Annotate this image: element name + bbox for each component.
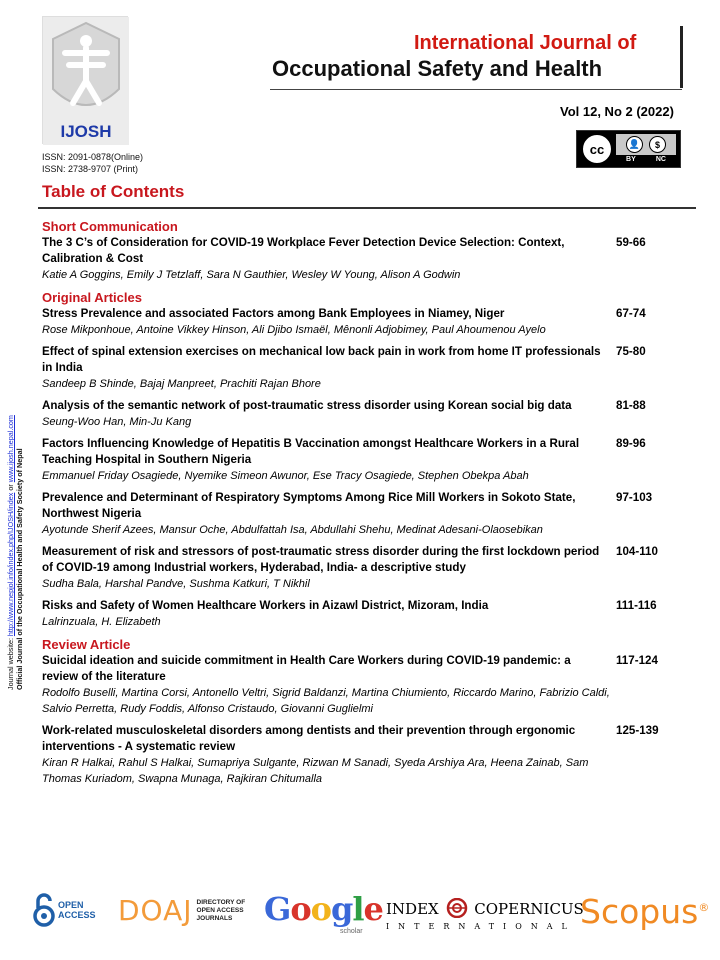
open-access-logo[interactable] [32, 892, 96, 928]
doaj-logo[interactable] [118, 894, 245, 927]
noncommercial-icon: $ [649, 136, 666, 153]
article-pages: 104-110 [616, 545, 658, 558]
article-authors: Seung-Woo Han, Min-Ju Kang [42, 416, 192, 428]
article-title[interactable]: Measurement of risk and stressors of post-traumatic stress disorder during the first lockdown period of COVID-19 among Industrial workers, Hyderabad, India- a descriptive study [42, 545, 600, 574]
article-authors: Sudha Bala, Harshal Pandve, Sushma Katkuri, T Nikhil [42, 578, 310, 590]
cc-nc-label: NC [655, 156, 666, 163]
article-title[interactable]: Risks and Safety of Women Healthcare Workers in Aizawl District, Mizoram, India [42, 599, 489, 612]
section-heading: Short Communication [42, 219, 178, 234]
doaj-wordmark: DOAJ [118, 894, 193, 927]
journal-url-link[interactable]: http://www.nepjol.info/index.php/IJOSH/index [6, 492, 15, 637]
article-title[interactable]: Factors Influencing Knowledge of Hepatitis B Vaccination amongst Healthcare Workers in a Rural Teaching Hospital in Southern Nigeria [42, 437, 580, 466]
toc-entry[interactable] [42, 490, 682, 538]
index-word: INDEX [386, 900, 439, 918]
cc-license-badge[interactable] [576, 130, 681, 168]
section-heading: Review Article [42, 637, 131, 652]
google-scholar-logo[interactable] [264, 890, 383, 928]
side-note [6, 415, 24, 690]
article-authors: Emmanuel Friday Osagiede, Nyemike Simeon Awunor, Ese Tracy Osagiede, Stephen Obekpa Abah [42, 470, 529, 482]
article-title[interactable]: Prevalence and Determinant of Respiratory Symptoms Among Rice Mill Workers in Sokoto State, Northwest Nigeria [42, 491, 576, 520]
article-pages: 75-80 [616, 345, 646, 358]
doaj-line1: DIRECTORY OF [196, 898, 246, 906]
google-letter: o [290, 890, 311, 928]
article-title[interactable]: Analysis of the semantic network of post-traumatic stress disorder using Korean social big data [42, 399, 572, 412]
article-pages: 125-139 [616, 724, 659, 737]
or-text: or [6, 484, 15, 491]
journal-alt-url-link[interactable]: www.ijosh.nepal.com [6, 415, 15, 483]
article-authors: Kiran R Halkai, Rahul S Halkai, Sumapriya Sulgante, Rizwan M Sanadi, Syeda Arshiya Ara, Heena Zainab, Sam Thomas Kuriadom, Swapna Munaga, Rajkiran Chitumalla [42, 757, 589, 785]
journal-title-line2: Occupational Safety and Health [272, 56, 603, 81]
table-of-contents [42, 217, 682, 793]
open-access-line2: ACCESS [58, 910, 96, 920]
toc-entry[interactable] [42, 398, 682, 430]
scopus-wordmark: Scopus [580, 892, 699, 931]
article-pages: 67-74 [616, 307, 646, 320]
google-letter: g [331, 890, 353, 928]
open-lock-icon [32, 892, 56, 928]
copernicus-emblem-icon [444, 898, 470, 918]
article-pages: 117-124 [616, 654, 658, 667]
international-word: INTERNATIONAL [386, 922, 576, 931]
article-pages: 111-116 [616, 599, 657, 612]
article-authors: Rodolfo Buselli, Martina Corsi, Antonello Veltri, Sigrid Baldanzi, Martina Chiumiento, Riccardo Marino, Fabrizio Caldi, Salvio Perretta, Rudy Foddis, Alfonso Cristaudo, Giovanni Guglielmi [42, 687, 610, 715]
index-copernicus-logo[interactable] [386, 898, 584, 931]
article-title[interactable]: The 3 C’s of Consideration for COVID-19 Workplace Fever Detection Device Selection: Context, Calibration & Cost [42, 236, 565, 265]
doaj-line3: JOURNALS [196, 914, 233, 922]
toc-entry[interactable] [42, 235, 682, 283]
article-authors: Katie A Goggins, Emily J Tetzlaff, Sara N Gauthier, Wesley W Young, Alison A Godwin [42, 269, 461, 281]
issn-online: ISSN: 2091-0878(Online) [42, 152, 144, 162]
google-letter: o [310, 890, 332, 928]
title-underline [270, 89, 682, 90]
website-label: Journal website: [6, 638, 15, 690]
indexing-logos [30, 888, 710, 948]
toc-entry[interactable] [42, 598, 682, 630]
logo-text: IJOSH [60, 122, 112, 141]
google-scholar-label: scholar [340, 928, 363, 935]
article-authors: Ayotunde Sherif Azees, Mansur Oche, Abdulfattah Isa, Abdullahi Shehu, Medinat Adesani-Olaosebikan [42, 524, 543, 536]
article-title[interactable]: Work-related musculoskeletal disorders among dentists and their prevention through ergonomic interventions - A systematic review [42, 724, 576, 753]
article-title[interactable]: Effect of spinal extension exercises on mechanical low back pain in work from home IT professionals in India [42, 345, 601, 374]
google-letter: l [352, 890, 364, 928]
article-title[interactable]: Stress Prevalence and associated Factors among Bank Employees in Niamey, Niger [42, 307, 505, 320]
title-divider [680, 26, 683, 88]
toc-entry[interactable] [42, 344, 682, 392]
journal-title-line1: International Journal of [414, 32, 637, 54]
society-note: Official Journal of the Occupational Health and Safety Society of Nepal [15, 448, 24, 690]
article-authors: Rose Mikponhoue, Antoine Vikkey Hinson, Ali Djibo Ismaël, Mênonli Adjobimey, Paul Ahoumenou Ayelo [42, 324, 546, 336]
ijosh-emblem-icon [43, 17, 129, 145]
google-letter: e [363, 890, 383, 928]
article-pages: 97-103 [616, 491, 653, 504]
toc-entry[interactable] [42, 306, 682, 338]
article-title[interactable]: Suicidal ideation and suicide commitment in Health Care Workers during COVID-19 pandemic: a review of the literature [42, 654, 571, 683]
journal-logo [42, 16, 128, 144]
cc-by-label: BY [626, 156, 636, 163]
scopus-logo[interactable] [580, 892, 709, 931]
cc-icon: cc [581, 133, 613, 165]
copernicus-word: COPERNICUS [474, 900, 584, 918]
attribution-icon: 👤 [626, 136, 643, 153]
toc-entry[interactable] [42, 544, 682, 592]
open-access-line1: OPEN [58, 900, 84, 910]
toc-title: Table of Contents [42, 182, 185, 201]
toc-entry[interactable] [42, 436, 682, 484]
section-heading: Original Articles [42, 290, 142, 305]
article-authors: Lalrinzuala, H. Elizabeth [42, 616, 161, 628]
article-pages: 59-66 [616, 236, 646, 249]
registered-mark: ® [698, 901, 710, 914]
doaj-line2: OPEN ACCESS [196, 906, 244, 914]
issn-print: ISSN: 2738-9707 (Print) [42, 164, 139, 174]
article-pages: 81-88 [616, 399, 646, 412]
toc-entry[interactable] [42, 723, 682, 787]
article-authors: Sandeep B Shinde, Bajaj Manpreet, Prachiti Rajan Bhore [42, 378, 321, 390]
article-pages: 89-96 [616, 437, 646, 450]
google-letter: G [264, 890, 291, 928]
toc-divider [38, 207, 696, 209]
volume-label: Vol 12, No 2 (2022) [560, 104, 674, 119]
toc-entry[interactable] [42, 653, 682, 717]
